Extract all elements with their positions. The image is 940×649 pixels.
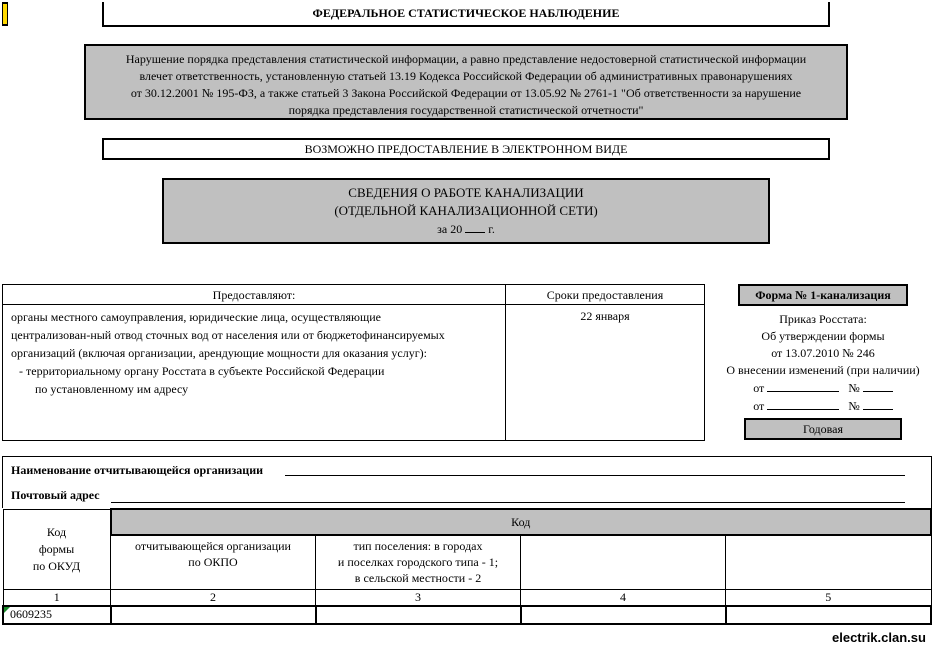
deadline-value: 22 января [505, 305, 704, 440]
form-number: Форма № 1-канализация [738, 284, 908, 306]
legal-warning [84, 44, 848, 120]
change-number-field[interactable] [863, 397, 893, 410]
code-header: Код [111, 509, 932, 535]
column-number: 1 [3, 589, 111, 606]
code-col4-header [521, 535, 726, 589]
year-field[interactable] [465, 220, 485, 233]
code-col4-value-cell[interactable] [521, 606, 726, 624]
warning-line: влечет ответственность, установленную статьей 13.19 Кодекса Российской Федерации об административных правонарушениях [139, 69, 793, 83]
column-number: 2 [111, 589, 316, 606]
report-title-line: СВЕДЕНИЯ О РАБОТЕ КАНАЛИЗАЦИИ [348, 185, 584, 200]
column-number: 3 [316, 589, 521, 606]
warning-line: от 30.12.2001 № 195-ФЗ, а также статьей 3 Закона Российской Федерации от 13.05.92 № 2761-1 "Об ответственности за нарушение [130, 86, 802, 100]
org-name-label: Наименование отчитывающейся организации [11, 463, 264, 477]
okud-header: Код формы по ОКУД [3, 509, 111, 589]
cell-cursor-icon [2, 2, 8, 26]
report-title [162, 178, 770, 244]
okpo-value-cell[interactable] [111, 606, 316, 624]
site-watermark: electrik.clan.su [832, 630, 926, 645]
codes-table [2, 508, 932, 625]
period-badge: Годовая [744, 418, 902, 440]
postal-address-label: Почтовый адрес [11, 488, 100, 502]
page-title: ФЕДЕРАЛЬНОЕ СТАТИСТИЧЕСКОЕ НАБЛЮДЕНИЕ [102, 2, 830, 27]
order-info: Приказ Росстата: Об утверждении формы от 13.07.2010 № 246 О внесении изменений (при наличии) от № от № [708, 311, 938, 415]
warning-line: порядка представления государственной статистической отчетности" [288, 103, 644, 117]
change-number-field[interactable] [863, 379, 893, 392]
change-row: от № [708, 397, 938, 415]
settlement-type-header: тип поселения: в городах и поселках городского типа - 1; в сельской местности - 2 [316, 535, 521, 589]
change-row: от № [708, 379, 938, 397]
submission-table [2, 284, 705, 441]
who-text: органы местного самоуправления, юридические лица, осуществляющие централизован-ный отвод сточных вод от населения или от бюджетофинансируемых организаций (включая организации, арендующие мощности для оказания услуг): - территориальному органу Росстата в субъекте Российской Федерации по установленному им адресу [11, 310, 445, 396]
change-date-field[interactable] [767, 397, 839, 410]
who-header: Предоставляют: [3, 285, 505, 305]
comment-marker-icon [4, 607, 10, 613]
postal-address-field[interactable] [111, 502, 905, 503]
okpo-header: отчитывающейся организации по ОКПО [111, 535, 316, 589]
column-number: 4 [521, 589, 726, 606]
okud-value-cell[interactable]: 0609235 [3, 606, 111, 624]
change-date-field[interactable] [767, 379, 839, 392]
organization-block [2, 456, 932, 508]
warning-line: Нарушение порядка представления статистической информации, а равно представление недостоверной статистической информации [125, 52, 807, 66]
report-title-line: (ОТДЕЛЬНОЙ КАНАЛИЗАЦИОННОЙ СЕТИ) [334, 203, 598, 218]
report-year: за 20 г. [437, 222, 495, 236]
org-name-field[interactable] [285, 475, 905, 476]
settlement-type-value-cell[interactable] [316, 606, 521, 624]
code-col5-header [726, 535, 932, 589]
column-number: 5 [726, 589, 932, 606]
code-col5-value-cell[interactable] [726, 606, 932, 624]
deadline-header: Сроки предоставления [505, 285, 704, 305]
electronic-submission-note: ВОЗМОЖНО ПРЕДОСТАВЛЕНИЕ В ЭЛЕКТРОННОМ ВИДЕ [102, 138, 830, 160]
